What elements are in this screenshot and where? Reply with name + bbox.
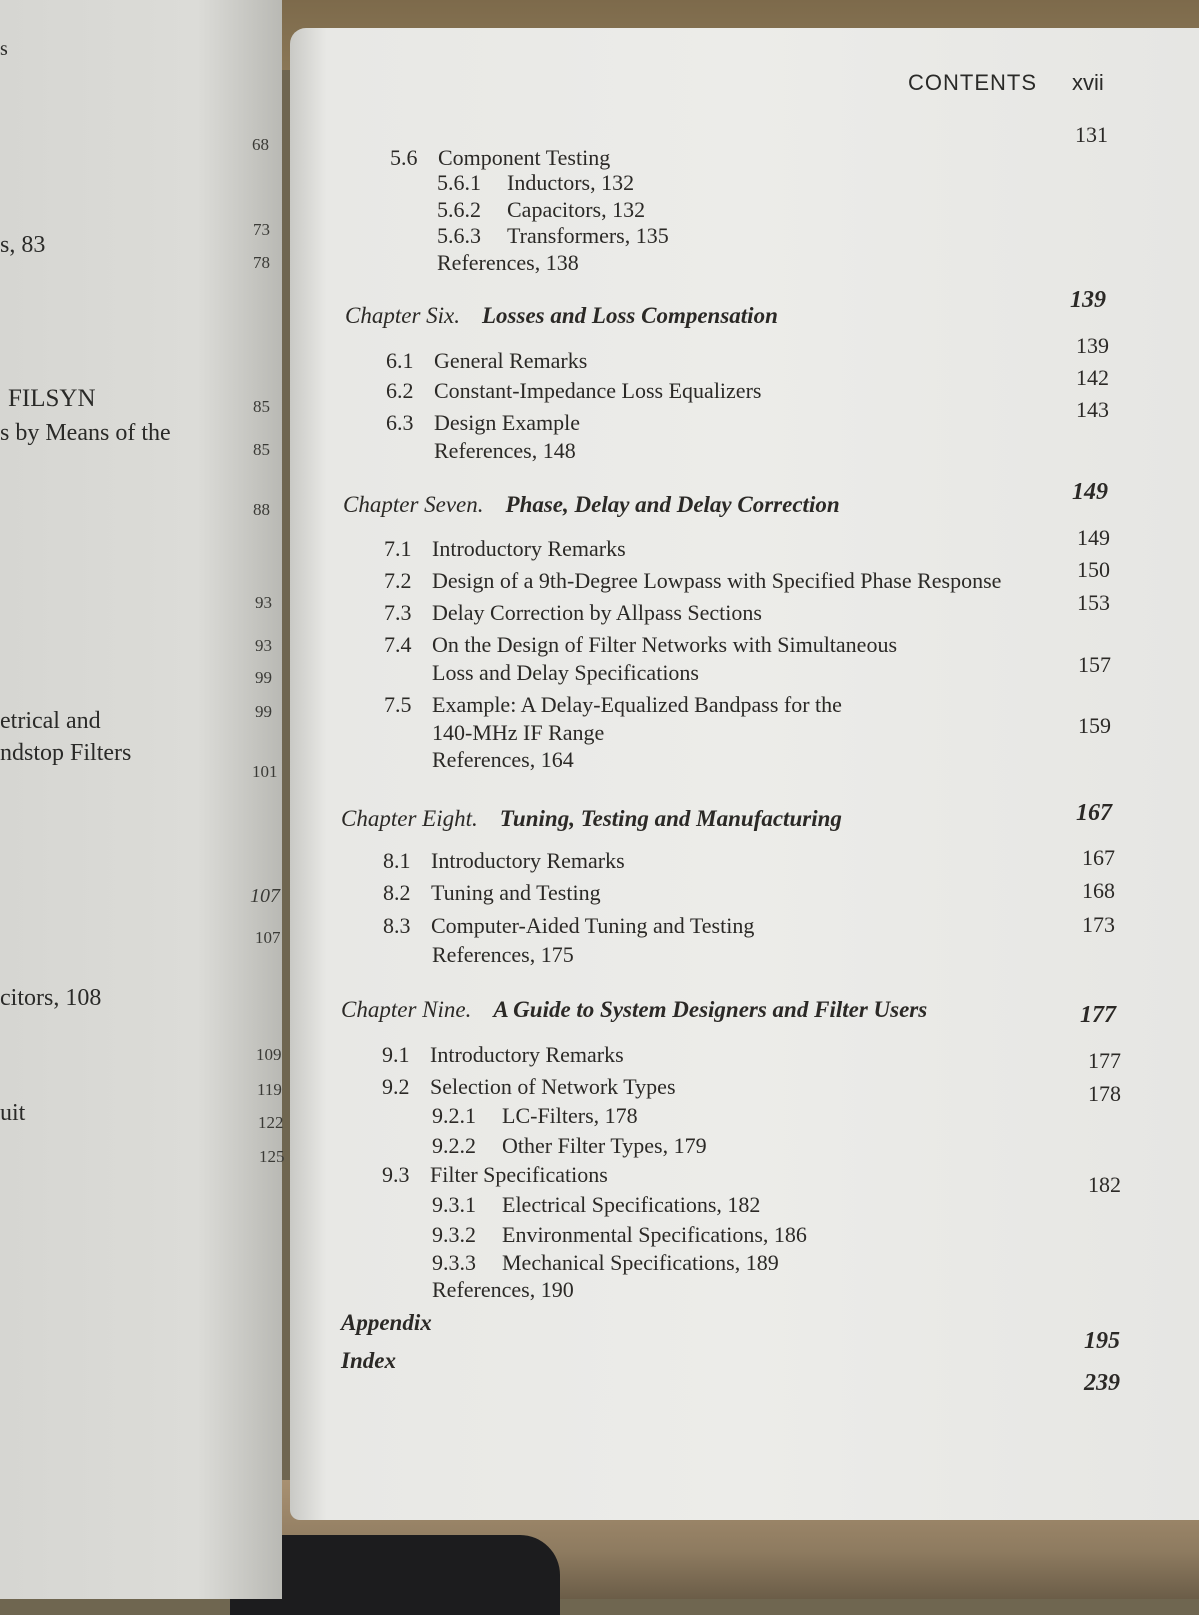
toc-section: [384, 536, 626, 562]
section-number: 6.1: [386, 348, 414, 373]
subsection-title: Mechanical Specifications, 189: [502, 1250, 779, 1275]
toc-page-number: 131: [1075, 122, 1108, 147]
section-number: 9.3: [382, 1162, 410, 1187]
section-number: 8.2: [383, 880, 411, 905]
left-page-number: 85: [253, 440, 270, 459]
toc-subsection: [432, 1133, 707, 1159]
chapter-label: Chapter Six.: [345, 303, 460, 328]
subsection-number: 5.6.3: [437, 223, 481, 248]
toc-section: [384, 632, 897, 658]
section-title: Design of a 9th-Degree Lowpass with Specified Phase Response: [432, 568, 1002, 593]
toc-section: [382, 1074, 676, 1100]
left-fragment: etrical and: [0, 708, 101, 734]
toc-page-number: 157: [1078, 652, 1111, 677]
section-title: General Remarks: [434, 348, 588, 373]
left-page-number: 125: [259, 1147, 285, 1166]
chapter-label: Chapter Eight.: [341, 806, 478, 831]
toc-references: References, 138: [437, 250, 579, 275]
toc-section: [384, 568, 1001, 594]
toc-chapter: [341, 806, 842, 832]
section-title-continuation: 140-MHz IF Range: [432, 720, 605, 745]
toc-page-number: 159: [1078, 713, 1111, 738]
left-page-number: 109: [256, 1045, 282, 1064]
toc-page-number: 178: [1088, 1081, 1121, 1106]
section-title: Selection of Network Types: [430, 1074, 676, 1099]
toc-section: [383, 848, 625, 874]
section-title: Filter Specifications: [430, 1162, 608, 1187]
toc-subsection: [432, 1103, 638, 1129]
left-fragment: s by Means of the: [0, 420, 171, 446]
left-fragment: uit: [0, 1100, 26, 1126]
section-title: Computer-Aided Tuning and Testing: [431, 913, 755, 938]
toc-page-number: 142: [1076, 365, 1109, 390]
toc-chapter: [343, 492, 840, 518]
left-page-number: 99: [255, 668, 272, 687]
toc-subsection: [437, 197, 645, 223]
chapter-title: A Guide to System Designers and Filter Users: [493, 997, 928, 1022]
subsection-title: Transformers, 135: [507, 223, 669, 248]
toc-subsection: [432, 1250, 779, 1276]
left-page-number: 88: [253, 500, 270, 519]
toc-references: References, 190: [432, 1277, 574, 1302]
section-number: 6.2: [386, 378, 414, 403]
subsection-title: Environmental Specifications, 186: [502, 1222, 807, 1247]
section-number: 7.2: [384, 568, 412, 593]
toc-page-number: 173: [1082, 912, 1115, 937]
subsection-number: 9.2.2: [432, 1133, 476, 1158]
chapter-title: Losses and Loss Compensation: [482, 303, 778, 328]
section-number: 8.3: [383, 913, 411, 938]
section-title: Tuning and Testing: [431, 880, 601, 905]
subsection-title: LC-Filters, 178: [502, 1103, 638, 1128]
subsection-number: 9.2.1: [432, 1103, 476, 1128]
left-page-number: 101: [252, 762, 278, 781]
toc-subsection: [437, 170, 634, 196]
toc-chapter: [345, 303, 778, 329]
left-page-number: 122: [258, 1113, 284, 1132]
toc-page-number: 168: [1082, 878, 1115, 903]
toc-subsection: [432, 1192, 760, 1218]
left-page-number: 73: [253, 220, 270, 239]
left-page-number: 68: [252, 135, 269, 154]
toc-page-number: 182: [1088, 1172, 1121, 1197]
toc-references: References, 148: [434, 438, 576, 463]
chapter-title: Tuning, Testing and Manufacturing: [499, 806, 842, 831]
toc-references: References, 164: [432, 747, 574, 772]
toc-subsection: [437, 223, 669, 249]
left-page-number: 119: [257, 1080, 282, 1099]
running-head: CONTENTS: [908, 70, 1037, 95]
toc-chapter-page: 149: [1072, 479, 1108, 505]
toc-section: [384, 692, 842, 718]
toc-page-number: 177: [1088, 1048, 1121, 1073]
left-fragment: FILSYN: [8, 385, 96, 412]
left-page-number: 85: [253, 397, 270, 416]
section-title: Component Testing: [438, 145, 611, 170]
left-page-number: 93: [255, 593, 272, 612]
toc-chapter-page: 139: [1070, 287, 1106, 313]
section-number: 7.1: [384, 536, 412, 561]
toc-section: [382, 1162, 608, 1188]
toc-section: [382, 1042, 624, 1068]
subsection-title: Electrical Specifications, 182: [502, 1192, 761, 1217]
toc-section: [386, 348, 587, 374]
toc-chapter-page: 195: [1084, 1328, 1120, 1354]
left-fragment: s: [0, 38, 8, 60]
toc-chapter-page: 177: [1080, 1002, 1116, 1028]
toc-section: [384, 600, 762, 626]
subsection-title: Capacitors, 132: [507, 197, 646, 222]
toc-page-number: 153: [1077, 590, 1110, 615]
left-fragment: ndstop Filters: [0, 740, 132, 766]
toc-page-number: 150: [1077, 557, 1110, 582]
section-title: Introductory Remarks: [432, 536, 626, 561]
section-title: Delay Correction by Allpass Sections: [432, 600, 762, 625]
section-number: 6.3: [386, 410, 414, 435]
chapter-label: Chapter Seven.: [343, 492, 484, 517]
chapter-label: Chapter Nine.: [341, 997, 472, 1022]
subsection-title: Inductors, 132: [507, 170, 635, 195]
section-title: Example: A Delay-Equalized Bandpass for the: [432, 692, 842, 717]
subsection-number: 5.6.2: [437, 197, 481, 222]
section-number: 9.2: [382, 1074, 410, 1099]
section-number: 5.6: [390, 145, 418, 170]
section-title: Design Example: [434, 410, 581, 435]
left-fragment: citors, 108: [0, 985, 102, 1011]
left-page-number: 78: [253, 253, 270, 272]
section-title: Constant-Impedance Loss Equalizers: [434, 378, 762, 403]
toc-page-number: 167: [1082, 845, 1115, 870]
left-page-number: 99: [255, 702, 272, 721]
left-fragment: s, 83: [0, 232, 46, 258]
toc-section: [383, 913, 754, 939]
toc-page-number: 139: [1076, 333, 1109, 358]
section-title: On the Design of Filter Networks with Simultaneous: [432, 632, 898, 657]
toc-chapter: [341, 997, 927, 1023]
page-folio: xvii: [1072, 70, 1104, 95]
subsection-number: 5.6.1: [437, 170, 481, 195]
subsection-number: 9.3.2: [432, 1222, 476, 1247]
toc-appendix: Appendix: [341, 1310, 432, 1335]
subsection-number: 9.3.1: [432, 1192, 476, 1217]
toc-references: References, 175: [432, 942, 574, 967]
section-title: Introductory Remarks: [431, 848, 625, 873]
left-page-number: 107: [255, 928, 281, 947]
toc-page-number: 149: [1077, 525, 1110, 550]
section-number: 7.5: [384, 692, 412, 717]
left-page-number: 107: [250, 885, 280, 907]
section-number: 8.1: [383, 848, 411, 873]
toc-index: Index: [341, 1348, 396, 1373]
toc-section: [383, 880, 601, 906]
toc-subsection: [432, 1222, 807, 1248]
section-number: 9.1: [382, 1042, 410, 1067]
section-title-continuation: Loss and Delay Specifications: [432, 660, 699, 685]
left-page-number: 93: [255, 636, 272, 655]
toc-section: [390, 145, 610, 171]
section-number: 7.4: [384, 632, 412, 657]
section-title: Introductory Remarks: [430, 1042, 624, 1067]
toc-chapter-page: 167: [1076, 800, 1112, 826]
toc-chapter-page: 239: [1084, 1370, 1120, 1396]
subsection-title: Other Filter Types, 179: [502, 1133, 707, 1158]
chapter-title: Phase, Delay and Delay Correction: [505, 492, 840, 517]
section-number: 7.3: [384, 600, 412, 625]
toc-page-number: 143: [1076, 397, 1109, 422]
toc-section: [386, 410, 580, 436]
toc-section: [386, 378, 761, 404]
subsection-number: 9.3.3: [432, 1250, 476, 1275]
